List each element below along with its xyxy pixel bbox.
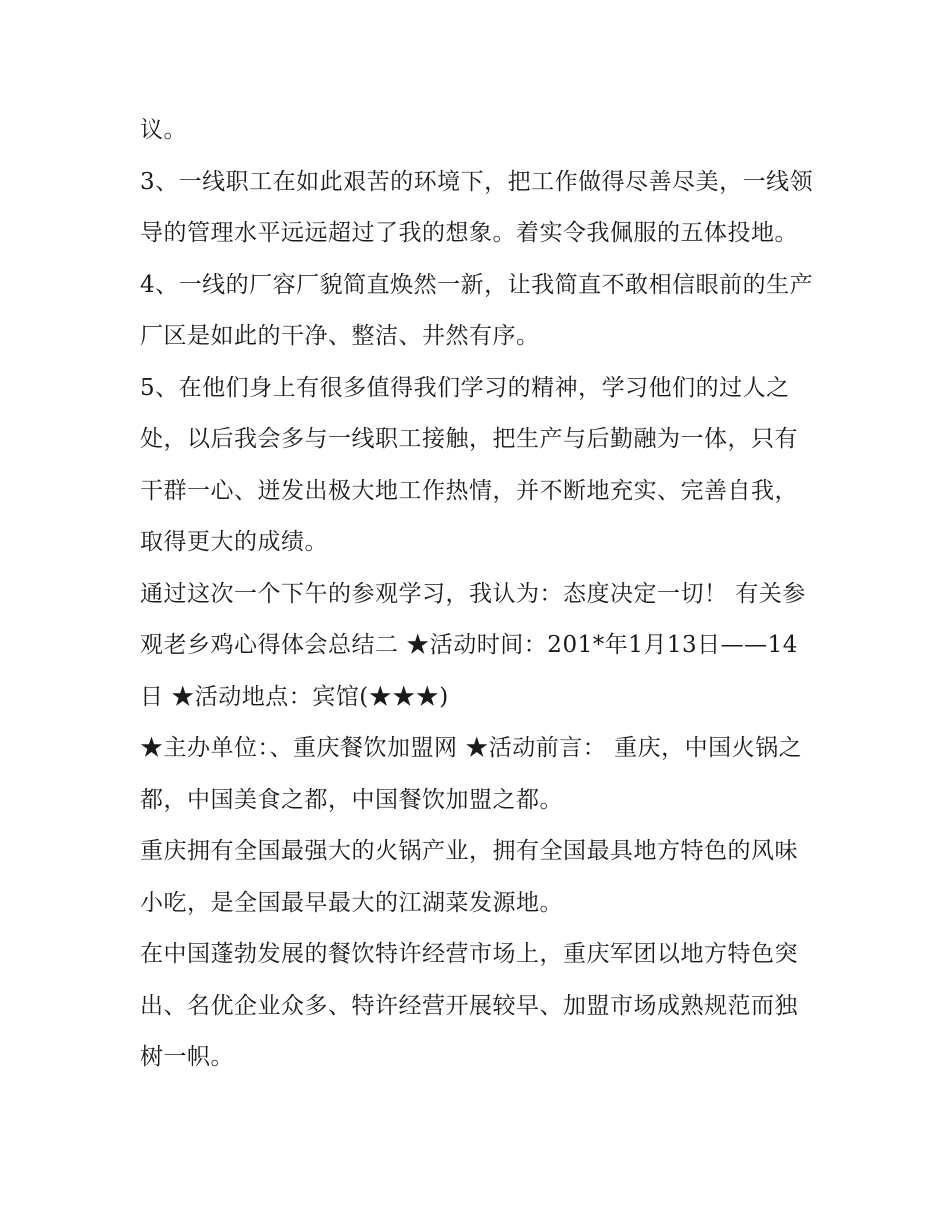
paragraph-item-5: 5、在他们身上有很多值得我们学习的精神，学习他们的过人之处，以后我会多与一线职工接触，把生产与后勤融为一体，只有干群一心、迸发出极大地工作热情，并不断地充实、完善自我，取得更大的成绩。	[140, 374, 798, 555]
paragraph-conclusion: 通过这次一个下午的参观学习，我认为：态度决定一切！ 有关参观老乡鸡心得体会总结二 ★活动时间：201*年1月13日——14日 ★活动地点：宾馆(★★★)	[140, 580, 806, 710]
paragraph-continuation: 议。	[140, 117, 187, 143]
document-body	[140, 105, 820, 1084]
paragraph-franchise-market: 在中国蓬勃发展的餐饮特许经营市场上，重庆军团以地方特色突出、名优企业众多、特许经营开展较早、加盟市场成熟规范而独树一帜。	[140, 941, 798, 1070]
paragraph-organizer: ★主办单位：、重庆餐饮加盟网 ★活动前言： 重庆，中国火锅之都，中国美食之都，中国餐饮加盟之都。	[140, 735, 803, 813]
paragraph-hotpot-industry: 重庆拥有全国最强大的火锅产业，拥有全国最具地方特色的风味小吃，是全国最早最大的江湖菜发源地。	[140, 838, 798, 916]
paragraph-item-4: 4、一线的厂容厂貌简直焕然一新，让我简直不敢相信眼前的生产厂区是如此的干净、整洁、井然有序。	[140, 271, 814, 349]
paragraph-item-3: 3、一线职工在如此艰苦的环境下，把工作做得尽善尽美，一线领导的管理水平远远超过了我的想象。着实令我佩服的五体投地。	[140, 168, 814, 246]
